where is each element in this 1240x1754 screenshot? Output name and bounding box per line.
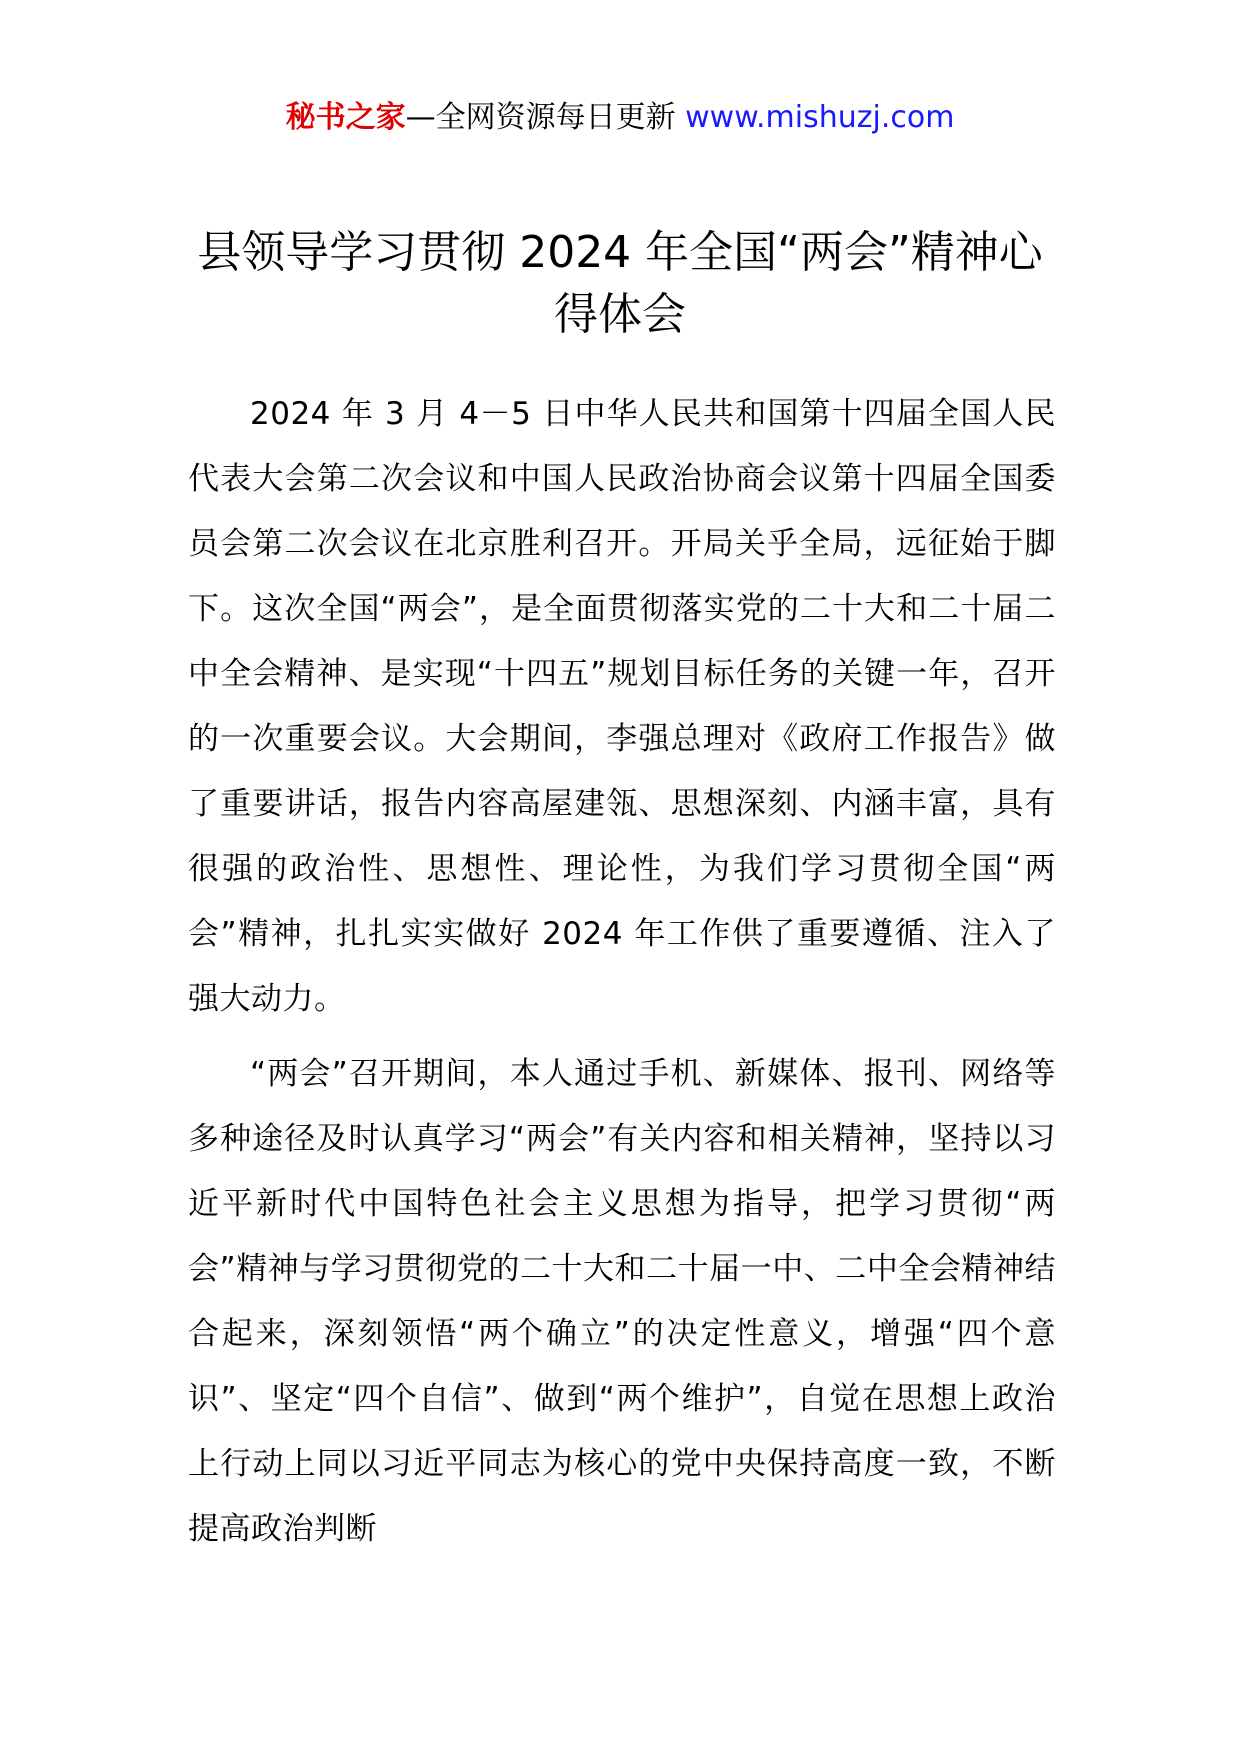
header-slogan: —全网资源每日更新 (405, 100, 686, 135)
site-url[interactable]: www.mishuzj.com (685, 100, 955, 135)
document-body (188, 382, 1056, 1572)
site-header (0, 98, 1240, 138)
paragraph-1: 2024 年 3 月 4－5 日中华人民共和国第十四届全国人民代表大会第二次会议和中国人民政治协商会议第十四届全国委员会第二次会议在北京胜利召开。开局关乎全局，远征始于脚下。这次全国“两会”，是全面贯彻落实党的二十大和二十届二中全会精神、是实现“十四五”规划目标任务的关键一年，召开的一次重要会议。大会期间，李强总理对《政府工作报告》做了重要讲话，报告内容高屋建瓴、思想深刻、内涵丰富，具有很强的政治性、思想性、理论性，为我们学习贯彻全国“两会”精神，扎扎实实做好 2024 年工作供了重要遵循、注入了强大动力。 (188, 396, 1056, 1017)
brand-name: 秘书之家 (285, 100, 406, 135)
document-title: 县领导学习贯彻 2024 年全国“两会”精神心得体会 (197, 227, 1043, 340)
paragraph-2: “两会”召开期间，本人通过手机、新媒体、报刊、网络等多种途径及时认真学习“两会”有关内容和相关精神，坚持以习近平新时代中国特色社会主义思想为指导，把学习贯彻“两会”精神与学习贯彻党的二十大和二十届一中、二中全会精神结合起来，深刻领悟“两个确立”的决定性意义，增强“四个意识”、坚定“四个自信”、做到“两个维护”，自觉在思想上政治上行动上同以习近平同志为核心的党中央保持高度一致，不断提高政治判断 (188, 1056, 1056, 1547)
